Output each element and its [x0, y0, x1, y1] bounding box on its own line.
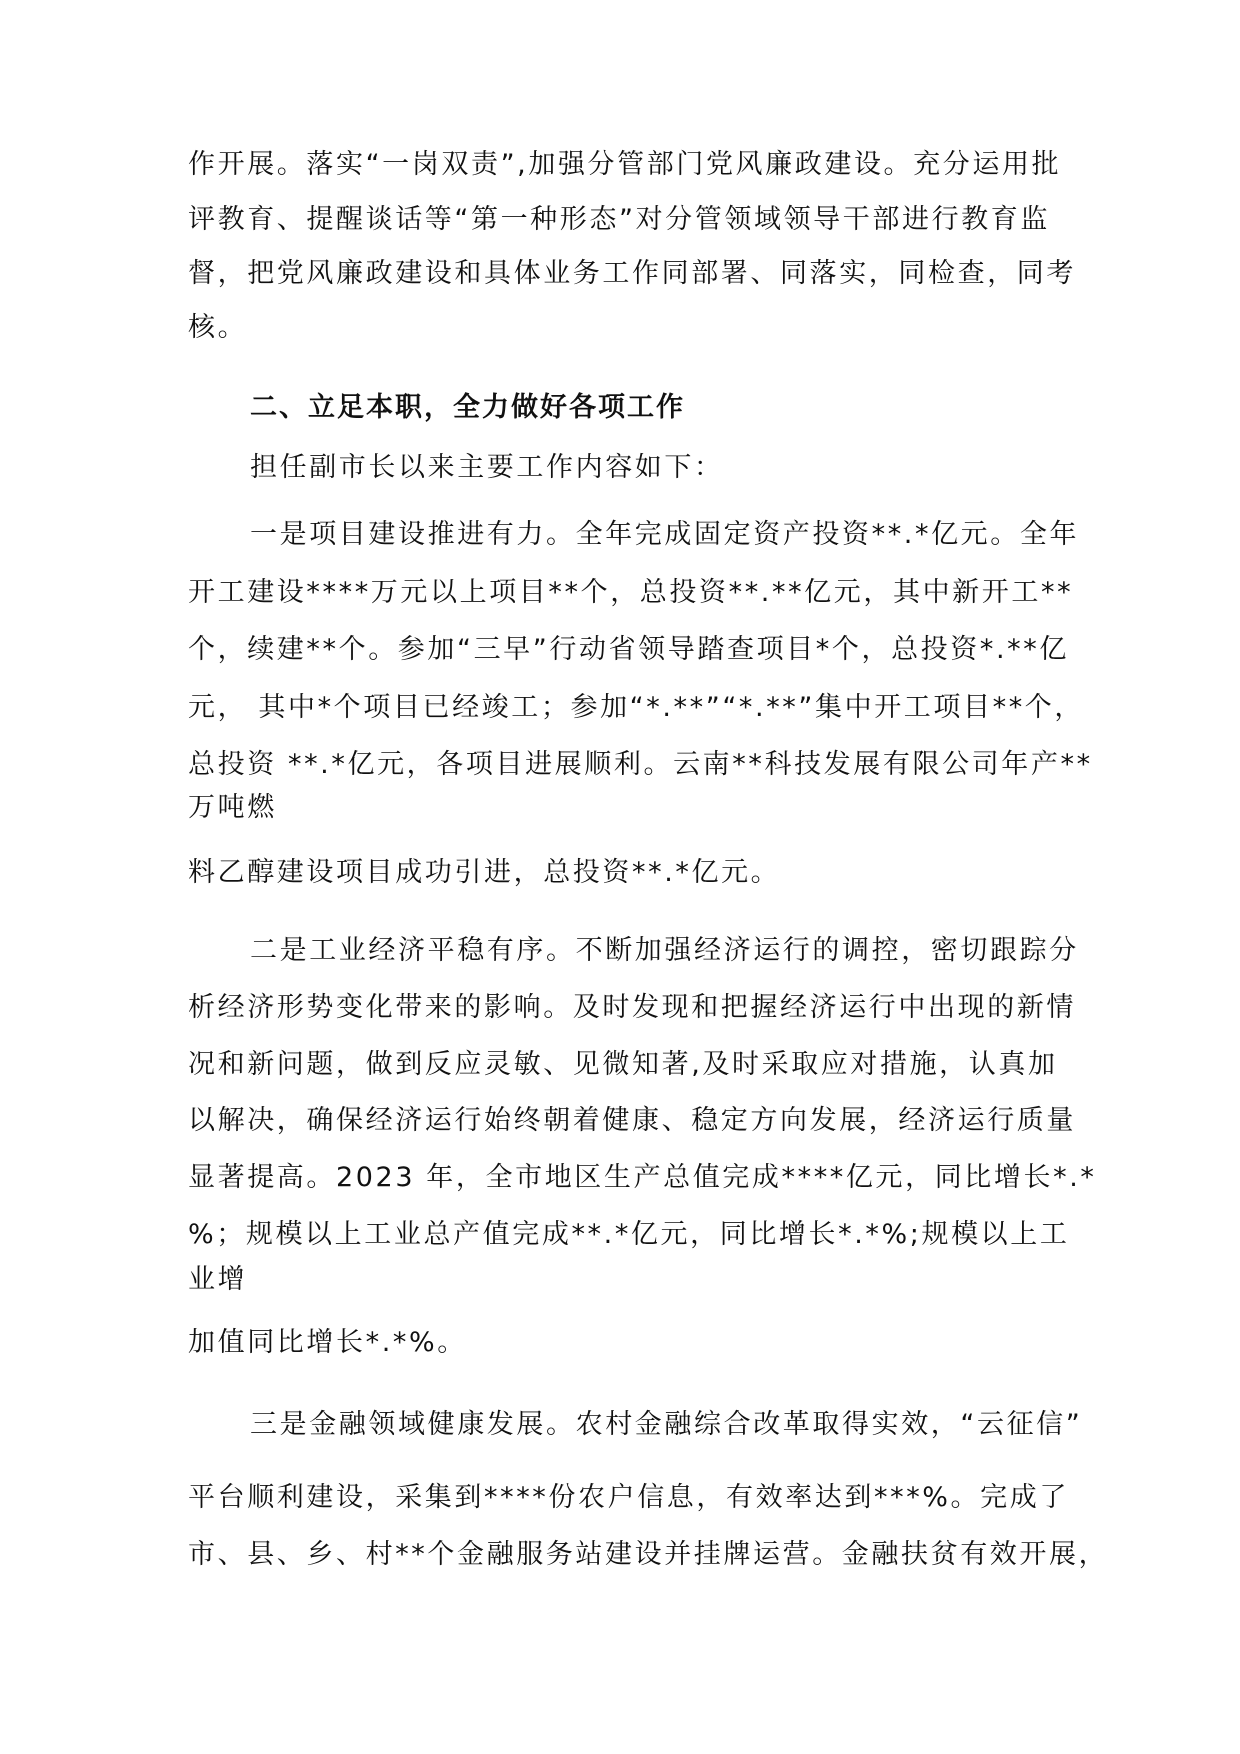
paragraph-line: 作开展。落实“一岗双责”,加强分管部门党风廉政建设。充分运用批 — [188, 149, 1062, 180]
paragraph-line: 督，把党风廉政建设和具体业务工作同部署、同落实，同检查，同考 — [188, 258, 1076, 289]
paragraph-line: 一是项目建设推进有力。全年完成固定资产投资**.*亿元。全年 — [250, 519, 1080, 550]
paragraph-line: 开工建设****万元以上项目**个，总投资**.**亿元，其中新开工** — [188, 577, 1074, 608]
paragraph-line: 三是金融领域健康发展。农村金融综合改革取得实效，“云征信” — [250, 1409, 1083, 1440]
paragraph-line: 加值同比增长*.*%。 — [188, 1327, 467, 1358]
paragraph-line: %；规模以上工业总产值完成**.*亿元，同比增长*.*%;规模以上工 — [188, 1219, 1070, 1250]
paragraph-line: 业增 — [188, 1264, 248, 1295]
paragraph-line: 二是工业经济平稳有序。不断加强经济运行的调控，密切跟踪分 — [250, 935, 1079, 966]
paragraph-line: 料乙醇建设项目成功引进，总投资**.*亿元。 — [188, 857, 781, 888]
paragraph-line: 市、县、乡、村**个金融服务站建设并挂牌运营。金融扶贫有效开展， — [188, 1539, 1109, 1570]
paragraph-line: 总投资 **.*亿元，各项目进展顺利。云南**科技发展有限公司年产** — [188, 749, 1093, 780]
paragraph-line: 个，续建**个。参加“三早”行动省领导踏查项目*个，总投资*.**亿 — [188, 634, 1069, 665]
paragraph-line: 元， 其中*个项目已经竣工；参加“*.**”“*.**”集中开工项目**个， — [188, 692, 1084, 723]
paragraph-line: 核。 — [188, 312, 248, 343]
paragraph-line: 担任副市长以来主要工作内容如下： — [250, 452, 724, 483]
paragraph-line: 显著提高。2023 年，全市地区生产总值完成****亿元，同比增长*.* — [188, 1162, 1097, 1193]
paragraph-line: 平台顺利建设，采集到****份农户信息，有效率达到***%。完成了 — [188, 1482, 1069, 1513]
paragraph-line: 评教育、提醒谈话等“第一种形态”对分管领域领导干部进行教育监 — [188, 204, 1050, 235]
paragraph-line: 况和新问题，做到反应灵敏、见微知著,及时采取应对措施，认真加 — [188, 1049, 1058, 1080]
section-heading: 二、立足本职，全力做好各项工作 — [250, 392, 685, 423]
paragraph-line: 万吨燃 — [188, 792, 277, 823]
paragraph-line: 析经济形势变化带来的影响。及时发现和把握经济运行中出现的新情 — [188, 992, 1076, 1023]
paragraph-line: 以解决，确保经济运行始终朝着健康、稳定方向发展，经济运行质量 — [188, 1105, 1076, 1136]
